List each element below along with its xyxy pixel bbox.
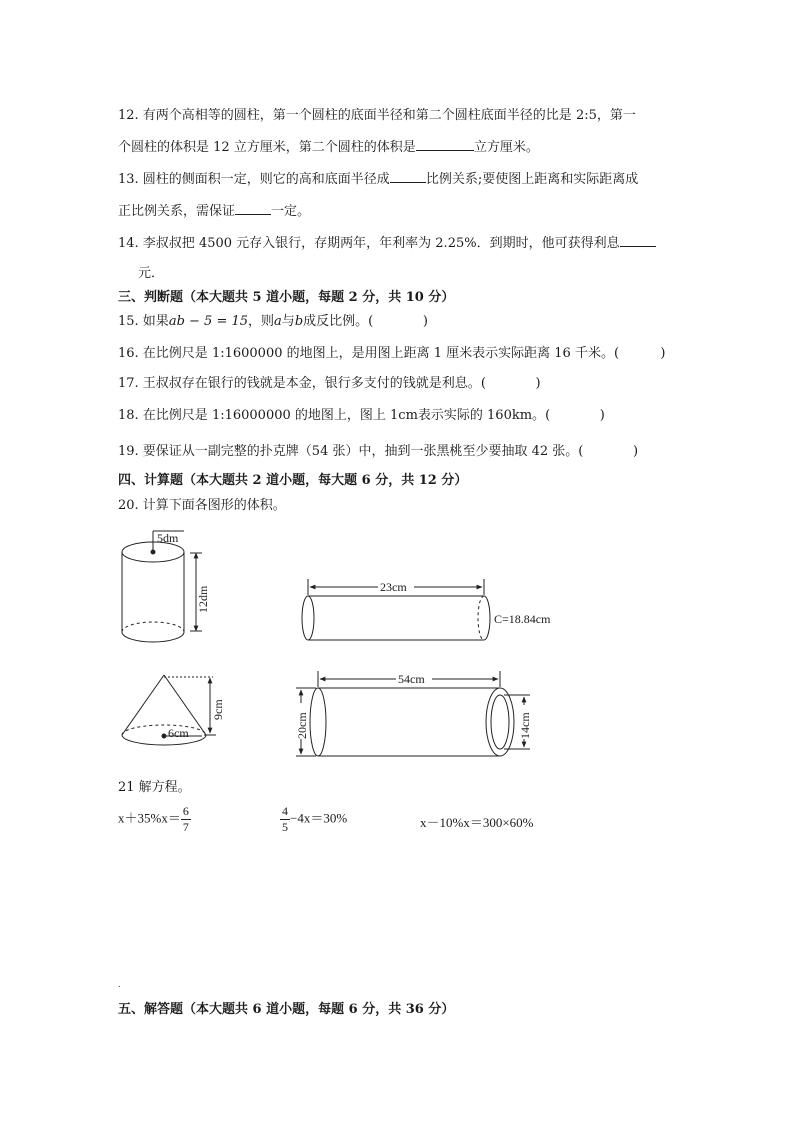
q19-text: 19. 要保证从一副完整的扑克牌（54 张）中，抽到一张黑桃至少要抽取 42 张。 — [118, 444, 579, 459]
eq1-denominator: 7 — [182, 820, 189, 834]
q18-answer-paren[interactable]: ( ) — [545, 408, 605, 423]
stray-dot: . — [118, 980, 121, 989]
q12-text-b: 立方厘米。 — [473, 140, 539, 155]
q13-text-a: 13. 圆柱的侧面积一定，则它的高和底面半径成 — [118, 172, 390, 187]
cylinder-figure — [122, 531, 210, 642]
q16 — [118, 342, 665, 361]
q13-answer-blank-1[interactable] — [390, 170, 426, 183]
eq2-fraction — [280, 804, 290, 835]
q18 — [118, 404, 605, 423]
q12-line1: 12. 有两个高相等的圆柱，第一个圆柱的底面半径和第二个圆柱底面半径的比是 2:5，第一 — [118, 108, 636, 123]
q13-text-c: 正比例关系，需保证 — [118, 204, 236, 219]
q15-var-b: b — [294, 314, 304, 329]
q13-text-b: 比例关系;要使图上距离和实际距离成 — [425, 172, 639, 187]
q16-answer-paren[interactable]: ( ) — [613, 346, 666, 361]
eq2-denominator: 5 — [282, 820, 288, 834]
q14-line2: 元． — [138, 266, 165, 281]
tube-figure — [302, 579, 551, 640]
pipe-outer-label: 20cm — [295, 712, 309, 739]
q13-answer-blank-2[interactable] — [235, 202, 271, 215]
eq2-numerator: 4 — [282, 804, 288, 818]
q20-figures — [0, 515, 794, 785]
q13-line1 — [118, 168, 638, 187]
section-4-title: 四、计算题（本大题共 2 道小题，每大题 6 分，共 12 分） — [118, 473, 468, 488]
q20-text: 20. 计算下面各图形的体积。 — [118, 498, 286, 513]
cone-height-label: 9cm — [211, 699, 225, 720]
cone-radius-label: 6cm — [168, 726, 189, 740]
q19 — [118, 440, 638, 459]
q12-answer-blank[interactable] — [416, 138, 474, 151]
q14-text: 14. 李叔叔把 4500 元存入银行，存期两年，年利率为 2.25%．到期时，他可获得利息 — [118, 236, 620, 251]
q14-line1 — [118, 232, 656, 251]
q15-post: 成反比例。 — [303, 314, 369, 329]
eq1-left: x＋35%x＝ — [118, 810, 181, 826]
q15-answer-paren[interactable]: ( ) — [368, 314, 428, 329]
q16-text: 16. 在比例尺是 1:1600000 的地图上，是用图上距离 1 厘米表示实际距离 16 千米。 — [118, 346, 614, 361]
q17-text: 17. 王叔叔存在银行的钱就是本金，银行多支付的钱就是利息。 — [118, 376, 481, 391]
q18-text: 18. 在比例尺是 1:16000000 的地图上，图上 1cm表示实际的 160km。 — [118, 408, 546, 423]
q21-text: 21 解方程。 — [118, 780, 191, 795]
eq2-right: −4x＝30% — [290, 810, 348, 826]
q15-mid: ，则 — [248, 314, 275, 329]
pipe-figure — [295, 671, 532, 756]
equation-2 — [280, 804, 347, 835]
equation-1 — [118, 804, 191, 835]
section-5-title: 五、解答题（本大题共 6 道小题，每题 6 分，共 36 分） — [118, 1002, 455, 1017]
q15-expression: ab − 5 = 15 — [168, 314, 249, 329]
q15-pre: 15. 如果 — [118, 314, 169, 329]
pipe-length-label: 54cm — [398, 672, 425, 686]
q17-answer-paren[interactable]: ( ) — [480, 376, 541, 391]
eq1-numerator: 6 — [182, 804, 189, 818]
q15 — [118, 310, 428, 329]
q15-yu: 与 — [281, 314, 295, 329]
q12-text-a: 个圆柱的体积是 12 立方厘米，第二个圆柱的体积是 — [118, 140, 416, 155]
q14-answer-blank[interactable] — [620, 234, 656, 247]
eq1-fraction — [181, 804, 191, 835]
q12-line2 — [118, 136, 539, 155]
q13-text-d: 一定。 — [271, 204, 311, 219]
q15-var-a: a — [274, 314, 282, 329]
equation-3: x－10%x＝300×60% — [420, 815, 534, 830]
q19-answer-paren[interactable]: ( ) — [578, 444, 639, 459]
q17 — [118, 372, 541, 391]
section-3-title: 三、判断题（本大题共 5 道小题，每题 2 分，共 10 分） — [118, 290, 455, 305]
pipe-inner-label: 14cm — [518, 712, 532, 739]
cylinder-radius-label: 5dm — [157, 531, 179, 545]
cylinder-height-label: 12dm — [196, 585, 210, 613]
q13-line2 — [118, 200, 310, 219]
tube-circumference-label: C=18.84cm — [494, 612, 551, 626]
tube-length-label: 23cm — [380, 580, 407, 594]
cone-figure — [122, 675, 225, 745]
